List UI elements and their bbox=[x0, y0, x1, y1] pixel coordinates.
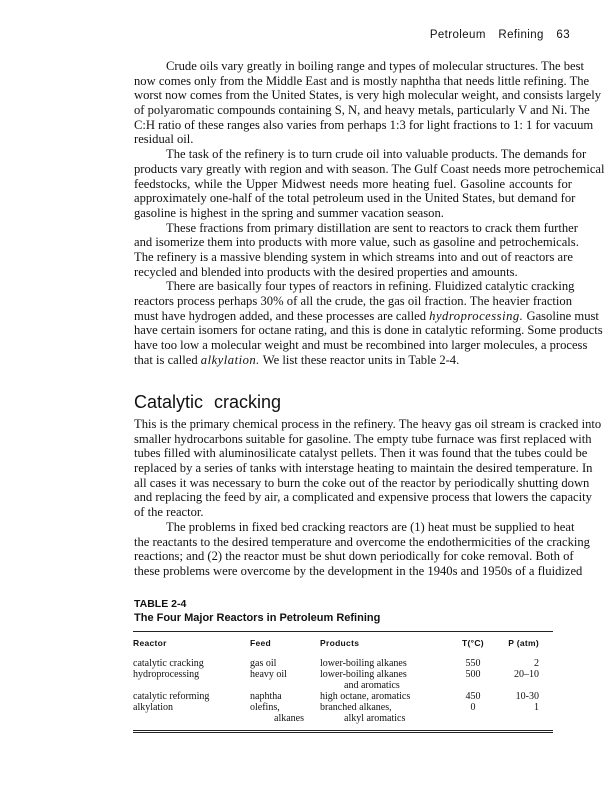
text-segment: feedstocks, while the Upper Midwest needs more heating fuel. Gasoline accounts for bbox=[134, 176, 572, 191]
text-line bbox=[134, 88, 602, 103]
text-line bbox=[134, 220, 578, 236]
cell-feed: olefins, bbox=[250, 702, 280, 713]
reactors-table bbox=[133, 631, 553, 733]
emphasized-term: hydroprocessing. bbox=[429, 308, 524, 323]
text-line bbox=[134, 461, 593, 476]
text-segment: of the reactor. bbox=[134, 505, 204, 520]
cell-pressure: 10-30 bbox=[515, 691, 539, 702]
cell-pressure: 1 bbox=[534, 702, 539, 713]
text-segment: The problems in fixed bed cracking reactors are (1) heat must be supplied to heat bbox=[166, 519, 575, 534]
text-segment: have certain isomers for octane rating, and this is done in catalytic reforming. Some products bbox=[134, 323, 603, 338]
text-line bbox=[134, 161, 605, 177]
text-line bbox=[134, 308, 599, 324]
section-heading: Catalytic cracking bbox=[134, 392, 282, 412]
cell-products: lower-boiling alkanes bbox=[320, 669, 407, 680]
cell-products: high octane, aromatics bbox=[320, 691, 411, 702]
cell-temperature: 450 bbox=[465, 691, 481, 702]
text-segment: replaced by a series of tanks with interstage heating to maintain the desired temperature. In bbox=[134, 461, 593, 476]
table-title: The Four Major Reactors in Petroleum Refining bbox=[134, 612, 381, 624]
text-segment: approximately one-half of the total petroleum used in the United States, but demand for bbox=[134, 191, 576, 206]
text-segment: the reactants to the desired temperature and overcome the endothermicities of the cracking bbox=[134, 534, 590, 549]
text-segment: of polyaromatic compounds containing S, N, and heavy metals, particularly V and Ni. The bbox=[134, 103, 590, 118]
text-segment: There are basically four types of reactors in refining. Fluidized catalytic cracking bbox=[166, 279, 575, 294]
text-line bbox=[134, 191, 576, 206]
running-head: Petroleum Refining 63 bbox=[429, 29, 570, 41]
column-header-reactor: Reactor bbox=[133, 638, 167, 648]
cell-reactor: catalytic reforming bbox=[133, 691, 210, 702]
cell-pressure bbox=[498, 680, 553, 691]
cell-feed: naphtha bbox=[250, 691, 282, 702]
text-line bbox=[134, 132, 572, 147]
text-line bbox=[134, 549, 572, 564]
column-header-feed: Feed bbox=[250, 638, 272, 648]
cell-temperature: 0 bbox=[470, 702, 476, 713]
table-row bbox=[133, 669, 553, 680]
text-line bbox=[134, 563, 583, 579]
text-line bbox=[134, 475, 590, 491]
text-line bbox=[134, 417, 602, 432]
text-segment: gasoline is highest in the spring and summer vacation season. bbox=[134, 205, 444, 220]
text-line bbox=[134, 265, 572, 280]
text-segment: Crude oils vary greatly in boiling range and types of molecular structures. The best bbox=[166, 59, 585, 73]
cell-temperature: 500 bbox=[465, 669, 481, 680]
text-line bbox=[134, 446, 588, 461]
cell-reactor bbox=[133, 713, 250, 732]
table-row bbox=[133, 658, 553, 669]
text-segment: and replacing the feed by air, a complicated and expensive process that lowers the capacity bbox=[134, 490, 592, 505]
text-line bbox=[134, 117, 594, 133]
text-line bbox=[134, 534, 590, 550]
cell-temperature: 550 bbox=[465, 658, 481, 669]
table-row bbox=[133, 691, 553, 702]
body-text-intro bbox=[134, 59, 605, 367]
table-row bbox=[133, 702, 553, 713]
emphasized-term: alkylation. bbox=[200, 352, 260, 367]
text-segment: and isomerize them into products with more value, such as gasoline and petrochemicals. bbox=[134, 235, 579, 250]
text-segment: residual oil. bbox=[134, 132, 194, 147]
text-segment: We list these reactor units in Table 2-4. bbox=[259, 352, 460, 367]
text-segment: have too low a molecular weight and must be recombined into larger molecules, a process bbox=[134, 338, 588, 353]
text-line bbox=[134, 294, 572, 309]
text-line bbox=[134, 505, 572, 520]
text-segment: The task of the refinery is to turn crude oil into valuable products. The demands for bbox=[166, 147, 587, 162]
text-line bbox=[134, 279, 575, 294]
text-line bbox=[134, 519, 575, 535]
text-line bbox=[134, 431, 592, 447]
text-line bbox=[134, 73, 590, 89]
cell-temperature bbox=[448, 680, 498, 691]
text-segment: C:H ratio of these ranges also varies from perhaps 1:3 for light fractions to 1: 1 for vacuum bbox=[134, 117, 594, 132]
cell-pressure bbox=[498, 713, 553, 732]
column-header-products: Products bbox=[320, 638, 360, 648]
cell-reactor: catalytic cracking bbox=[133, 658, 204, 669]
table-row-continuation bbox=[133, 713, 553, 732]
cell-feed: gas oil bbox=[250, 658, 277, 669]
cell-feed: alkanes bbox=[274, 713, 304, 724]
text-segment: Gasoline must bbox=[523, 308, 599, 323]
text-line bbox=[134, 323, 603, 338]
text-segment: must have hydrogen added, and these processes are called bbox=[134, 308, 430, 323]
cell-pressure: 2 bbox=[534, 658, 539, 669]
text-line bbox=[134, 103, 590, 118]
text-segment: These fractions from primary distillation are sent to reactors to crack them further bbox=[166, 220, 578, 235]
text-line bbox=[134, 338, 588, 353]
cell-feed bbox=[250, 680, 320, 691]
text-segment: smaller hydrocarbons suitable for gasoline. The empty tube furnace was first replaced with bbox=[134, 431, 592, 446]
text-segment: tubes filled with aluminosilicate catalyst pellets. Then it was found that the tubes could be bbox=[134, 446, 588, 461]
text-line bbox=[134, 177, 572, 192]
text-line bbox=[134, 250, 572, 265]
text-segment: that is called bbox=[134, 352, 201, 367]
text-segment: worst now comes from the United States, is very high molecular weight, and consists largely bbox=[134, 88, 602, 103]
column-header-temperature: T(°C) bbox=[462, 638, 484, 648]
text-line bbox=[134, 59, 585, 74]
text-segment: products vary greatly with region and with season. The Gulf Coast needs more petrochemical bbox=[134, 161, 605, 176]
body-text-catalytic-cracking bbox=[134, 417, 602, 579]
cell-reactor: alkylation bbox=[133, 702, 173, 713]
text-segment: reactions; and (2) the reactor must be shut down periodically for coke removal. Both of bbox=[134, 549, 574, 564]
cell-products: branched alkanes, bbox=[320, 702, 392, 713]
text-line bbox=[134, 490, 592, 505]
text-segment: all cases it was necessary to burn the coke out of the reactor by periodically shutting down bbox=[134, 475, 590, 490]
text-segment: these problems were overcome by the development in the 1940s and 1950s of a fluidized bbox=[134, 563, 583, 578]
text-segment: This is the primary chemical process in the refinery. The heavy gas oil stream is cracked into bbox=[134, 417, 602, 431]
text-segment: reactors process perhaps 30% of all the crude, the gas oil fraction. The heavier fraction bbox=[134, 294, 572, 308]
cell-reactor bbox=[133, 680, 250, 691]
text-line bbox=[134, 235, 579, 250]
cell-temperature bbox=[448, 713, 498, 732]
text-segment: now comes only from the Middle East and is mostly naphtha that needs little refining. The bbox=[134, 73, 590, 88]
text-segment: recycled and blended into products with the desired properties and amounts. bbox=[134, 264, 518, 279]
text-line bbox=[134, 353, 572, 368]
table-body bbox=[133, 658, 553, 732]
cell-feed: heavy oil bbox=[250, 669, 287, 680]
table-row-continuation bbox=[133, 680, 553, 691]
cell-reactor: hydroprocessing bbox=[133, 669, 200, 680]
column-header-pressure: P (atm) bbox=[508, 638, 539, 648]
cell-products: lower-boiling alkanes bbox=[320, 658, 407, 669]
table-label: TABLE 2-4 bbox=[134, 598, 187, 610]
table-header-row bbox=[133, 632, 553, 659]
cell-products: alkyl aromatics bbox=[344, 713, 406, 724]
text-segment: The refinery is a massive blending system in which streams into and out of reactors are bbox=[134, 249, 573, 264]
text-line bbox=[134, 206, 572, 221]
cell-products: and aromatics bbox=[344, 680, 400, 691]
cell-pressure: 20–10 bbox=[514, 669, 539, 680]
text-line bbox=[134, 147, 587, 162]
